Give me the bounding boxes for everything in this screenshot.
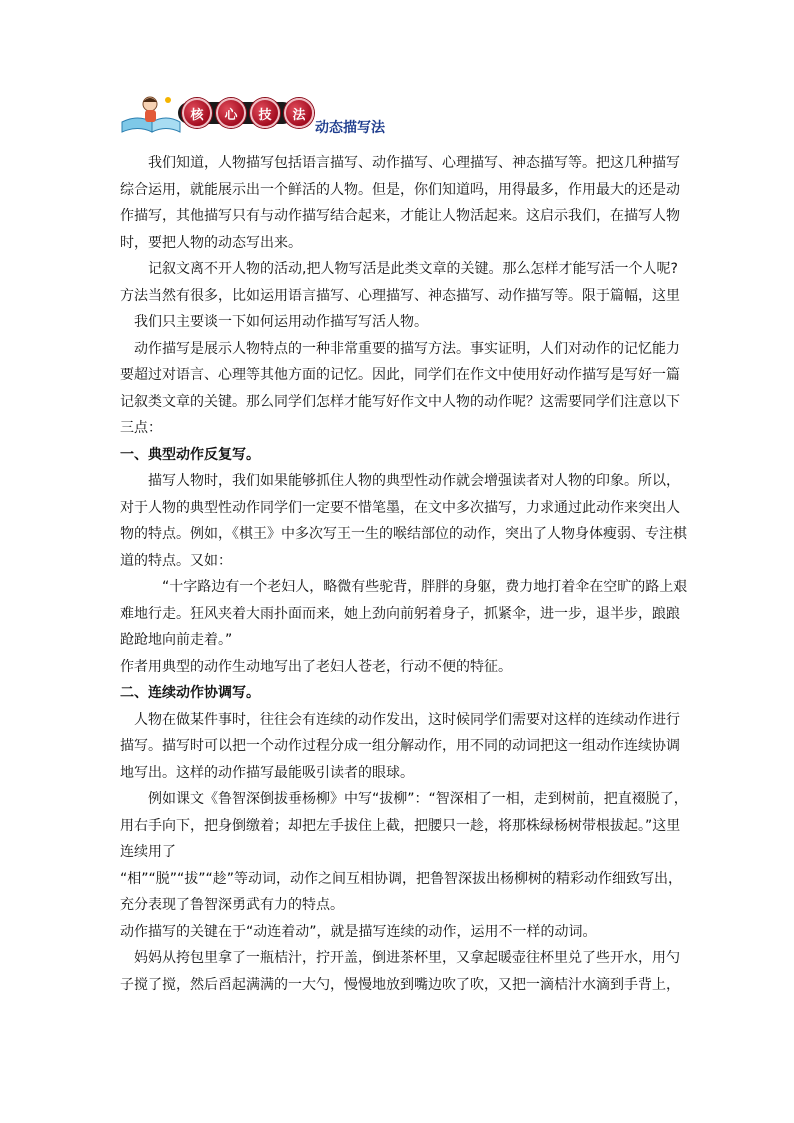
paragraph: 动作描写是展示人物特点的一种非常重要的描写方法。事实证明，人们对动作的记忆能力要超过对语言、心理等其他方面的记忆。因此，同学们在作文中使用好动作描写是写好一篇记叙类文章的关键。那么同学们怎样才能写好作文中人物的动作呢？这需要同学们注意以下三点： <box>120 340 680 436</box>
paragraph: 我们知道，人物描写包括语言描写、动作描写、心理描写、神态描写等。把这几种描写综合运用，就能展示出一个鲜活的人物。但是，你们知道吗，用得最多，作用最大的还是动作描写，其他描写只有与动作描写结合起来，才能让人物活起来。这启示我们，在描写人物时，要把人物的动态写出来。 <box>120 155 680 251</box>
paragraph: 作者用典型的动作生动地写出了老妇人苍老，行动不便的特征。 <box>120 658 512 675</box>
section-heading: 二、连续动作协调写。 <box>120 685 260 701</box>
reading-child-illustration <box>118 92 188 136</box>
paragraph: 人物在做某件事时，往往会有连续的动作发出，这时候同学们需要对这样的连续动作进行描写。描写时可以把一个动作过程分成一组分解动作，用不同的动词把这一组动作连续协调地写出。这样的动作描写最能吸引读者的眼球。 <box>120 711 680 781</box>
badge-char: 技 <box>250 98 280 128</box>
paragraph: 妈妈从挎包里拿了一瓶桔汁，拧开盖，倒进茶杯里，又拿起暖壶往杯里兑了些开水，用勺子搅了搅，然后舀起满满的一大勺，慢慢地放到嘴边吹了吹，又把一滴桔汁水滴到手背上， <box>120 950 680 993</box>
badge-char: 法 <box>284 98 314 128</box>
section-header <box>118 92 418 138</box>
badge-char: 核 <box>182 98 212 128</box>
paragraph: 我们只主要谈一下如何运用动作描写写活人物。 <box>134 314 428 330</box>
quote-paragraph: “十字路边有一个老妇人，略微有些驼背，胖胖的身躯，费力地打着伞在空旷的路上艰难地行走。狂风夹着大雨扑面而来，她上劲向前躬着身子，抓紧伞，进一步，退半步，踉踉跄跄地向前走着。” <box>120 579 688 648</box>
paragraph: 动作描写的关键在于“动连着动”，就是描写连续的动作，运用不一样的动词。 <box>120 923 597 940</box>
core-skill-badges <box>182 98 314 128</box>
badge-char: 心 <box>216 98 246 128</box>
paragraph: 描写人物时，我们如果能够抓住人物的典型性动作就会增强读者对人物的印象。所以，对于人物的典型性动作同学们一定要不惜笔墨，在文中多次描写，力求通过此动作来突出人物的特点。例如，《棋王》中多次写王一生的喉结部位的动作，突出了人物身体瘦弱、专注棋道的特点。又如： <box>120 473 687 569</box>
section-title: 动态描写法 <box>315 120 385 136</box>
section-heading: 一、典型动作反复写。 <box>120 446 260 463</box>
paragraph: 例如课文《鲁智深倒拔垂杨柳》中写“拔柳”：“智深相了一相，走到树前，把直裰脱了，用右手向下，把身倒缴着；却把左手拔住上截，把腰只一趁，将那株绿杨树带根拔起。”这里连续用了 <box>120 791 688 860</box>
article-body <box>120 150 690 998</box>
paragraph: 记叙文离不开人物的活动,把人物写活是此类文章的关键。那么怎样才能写活一个人呢?方法当然有很多，比如运用语言描写、心理描写、神态描写、动作描写等。限于篇幅，这里 <box>120 261 680 304</box>
paragraph: “相”“脱”“拔”“趁”等动词，动作之间互相协调，把鲁智深拔出杨柳树的精彩动作细致写出，充分表现了鲁智深勇武有力的特点。 <box>120 870 683 913</box>
